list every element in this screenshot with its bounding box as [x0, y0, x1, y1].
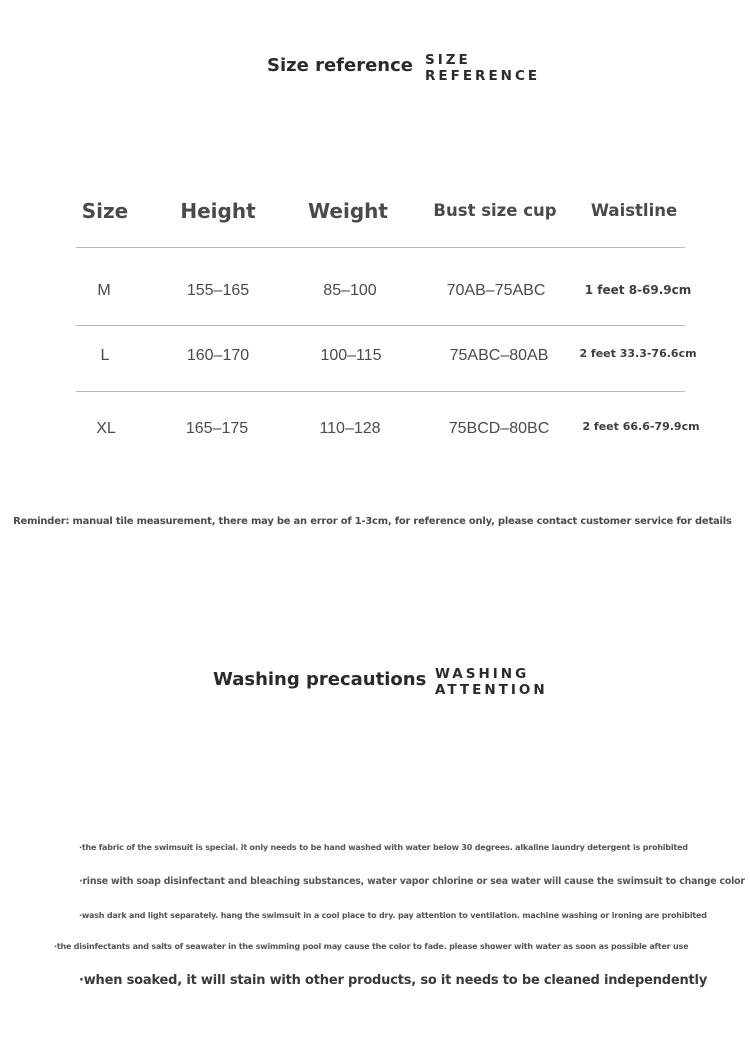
table-divider — [76, 247, 685, 248]
list-item: ·the fabric of the swimsuit is special. it only needs to be hand washed with water below 30 degrees. alkaline laundry detergent is prohibited — [79, 843, 688, 852]
cell-size: L — [100, 347, 110, 364]
size-reference-en-line2: REFERENCE — [425, 68, 541, 84]
washing-attention-en-title — [435, 666, 548, 698]
cell-bust: 75ABC–80AB — [449, 347, 549, 364]
header-weight: Weight — [308, 199, 388, 223]
header-height: Height — [180, 199, 256, 223]
size-reference-en-line1: SIZE — [425, 52, 471, 68]
table-divider — [76, 325, 685, 326]
size-reference-en-title — [425, 52, 540, 84]
table-divider — [76, 391, 685, 392]
washing-attention-en-line1: WASHING — [435, 666, 530, 682]
cell-waistline: 2 feet 66.6-79.9cm — [582, 420, 700, 433]
cell-bust: 70AB–75ABC — [446, 282, 546, 299]
washing-precautions-title: Washing precautions — [213, 669, 427, 690]
size-reference-title: Size reference — [267, 55, 413, 76]
cell-waistline: 2 feet 33.3-76.6cm — [579, 347, 697, 360]
list-item: ·the disinfectants and salts of seawater in the swimming pool may cause the color to fade. please shower with water as soon as possible after use — [54, 942, 689, 951]
cell-weight: 110–128 — [319, 420, 381, 437]
cell-height: 155–165 — [186, 282, 250, 299]
cell-height: 165–175 — [185, 420, 249, 437]
list-item: ·rinse with soap disinfectant and bleaching substances, water vapor chlorine or sea water will cause the swimsuit to change color — [79, 876, 745, 887]
cell-waistline: 1 feet 8-69.9cm — [584, 283, 692, 297]
cell-size: M — [97, 282, 111, 299]
header-bust-size-cup: Bust size cup — [433, 201, 557, 220]
measurement-reminder: Reminder: manual tile measurement, there may be an error of 1-3cm, for reference only, please contact customer service for details — [13, 516, 732, 527]
header-size: Size — [81, 199, 129, 223]
cell-size: XL — [96, 420, 116, 437]
list-item: ·wash dark and light separately. hang the swimsuit in a cool place to dry. pay attention to ventilation. machine washing or ironing are prohibited — [79, 911, 707, 920]
cell-weight: 85–100 — [323, 282, 377, 299]
list-item: ·when soaked, it will stain with other products, so it needs to be cleaned independently — [79, 973, 708, 988]
cell-weight: 100–115 — [320, 347, 382, 364]
cell-height: 160–170 — [186, 347, 250, 364]
header-waistline: Waistline — [590, 201, 678, 220]
cell-bust: 75BCD–80BC — [448, 420, 550, 437]
washing-attention-en-line2: ATTENTION — [435, 682, 548, 698]
